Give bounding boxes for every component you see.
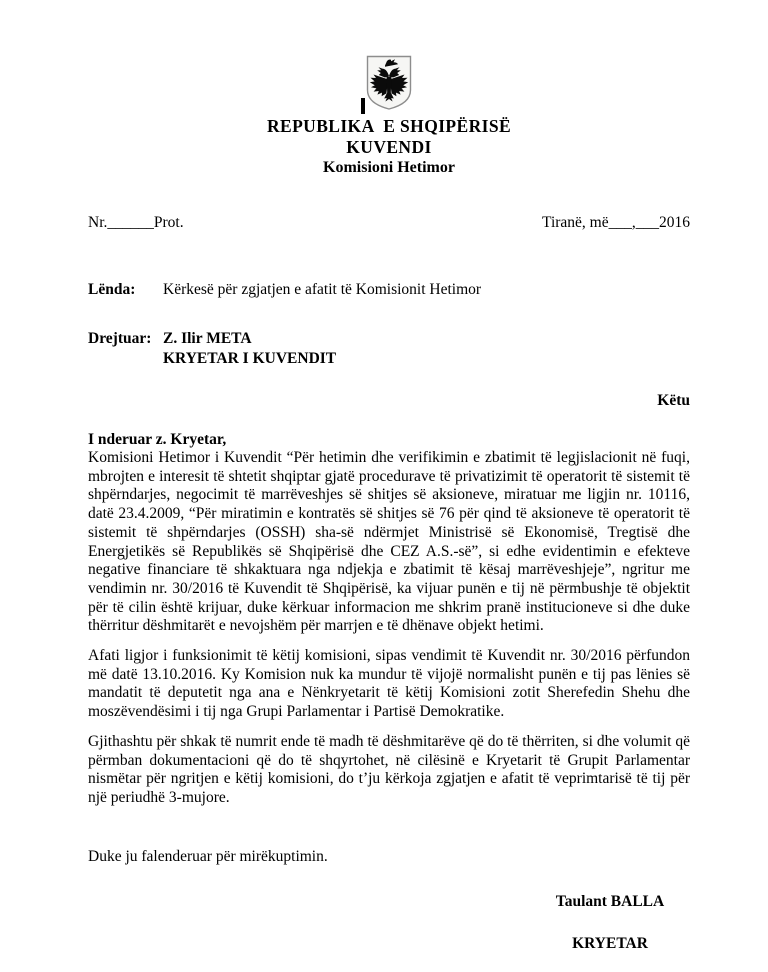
- header-parliament: KUVENDI: [346, 137, 432, 157]
- signature-name: Taulant BALLA: [555, 892, 665, 910]
- letter-content: [88, 0, 690, 953]
- scan-artifact-mark: [361, 98, 365, 114]
- closing-line: Duke ju falenderuar për mirëkuptimin.: [88, 847, 328, 865]
- signature-block: [530, 893, 690, 953]
- reference-row: [88, 214, 690, 232]
- protocol-number-line: Nr.______Prot.: [88, 214, 184, 231]
- paragraph-3: Gjithashtu për shkak të numrit ende të madh të dëshmitarëve që do të thërriten, si dhe volumit që përmban dokumentacioni që do të shqyrtohet, në cilësinë e Kryetarit të Grupit Parlamentar nismëtar për ngritjen e këtij komisioni, do t’ju kërkoja zgjatjen e afatit të veprimtarisë të tij për një periudhë 3-mujore.: [88, 732, 690, 806]
- addressee-row: [88, 329, 690, 369]
- subject-text: Kërkesë për zgjatjen e afatit të Komisionit Hetimor: [163, 281, 482, 298]
- paragraph-1: Komisioni Hetimor i Kuvendit “Për hetimin dhe verifikimin e zbatimit të legjislacionit në fuqi, mbrojten e interesit të shtetit shqiptar gjatë procedurave të privatizimit të operatorit të sistemit të shpërndarjes, negocimit të marrëveshjes së shitjes së aksioneve, miratuar me ligjin nr. 10116, datë 23.4.2009, “Për miratimin e kontratës së shitjes së 76 për qind të aksioneve të operatorit të sistemit të shpërndarjes (OSSH) sha-së ndërmjet Ministrisë së Ekonomisë, Tregtisë dhe Energjetikës së Republikës së Shqipërisë dhe CEZ A.S.-së”, si edhe evidentimin e efekteve negative financiare të shkaktuara nga ndjekja e zbatimit të kësaj marrëveshjeje”, ngritur me vendimin nr. 30/2016 të Kuvendit të Shqipërisë, ka vijuar punën e tij në përmbushje të objektit për të cilin është krijuar, duke kërkuar informacion me shkrim pranë institucioneve si dhe duke thërritur dëshmitarët e nevojshëm për marrjen e të dhënave objekt hetimi.: [88, 449, 690, 635]
- signature-title: KRYETAR: [572, 934, 648, 952]
- addressee-label: Drejtuar:: [88, 330, 152, 347]
- subject-label: Lënda:: [88, 281, 136, 298]
- header-commission: Komisioni Hetimor: [323, 159, 455, 176]
- date-line: Tiranë, më___,___2016: [542, 214, 690, 231]
- emblem: [366, 55, 412, 111]
- addressee-title: KRYETAR I KUVENDIT: [163, 350, 337, 367]
- location-note: Këtu: [657, 392, 690, 409]
- paragraph-2: Afati ligjor i funksionimit të këtij komisioni, sipas vendimit të Kuvendit nr. 30/2016 përfundon më datë 13.10.2016. Ky Komision nuk ka mundur të vijojë normalisht punën e tij pas lënies së mandatit të deputetit nga ana e Nënkryetarit të këtij Komisioni zotit Sherefedin Shehu dhe moszëvendësimi i tij nga Grupi Parlamentar i Partisë Demokratike.: [88, 647, 690, 721]
- subject-row: [88, 281, 690, 299]
- header-republic: REPUBLIKA E SHQIPËRISË: [266, 116, 512, 136]
- salutation: I nderuar z. Kryetar,: [88, 431, 227, 448]
- addressee-block: [163, 329, 336, 369]
- letterhead: [88, 116, 690, 177]
- addressee-name: Z. Ilir META: [163, 330, 252, 347]
- albanian-eagle-shield-icon: [366, 98, 412, 115]
